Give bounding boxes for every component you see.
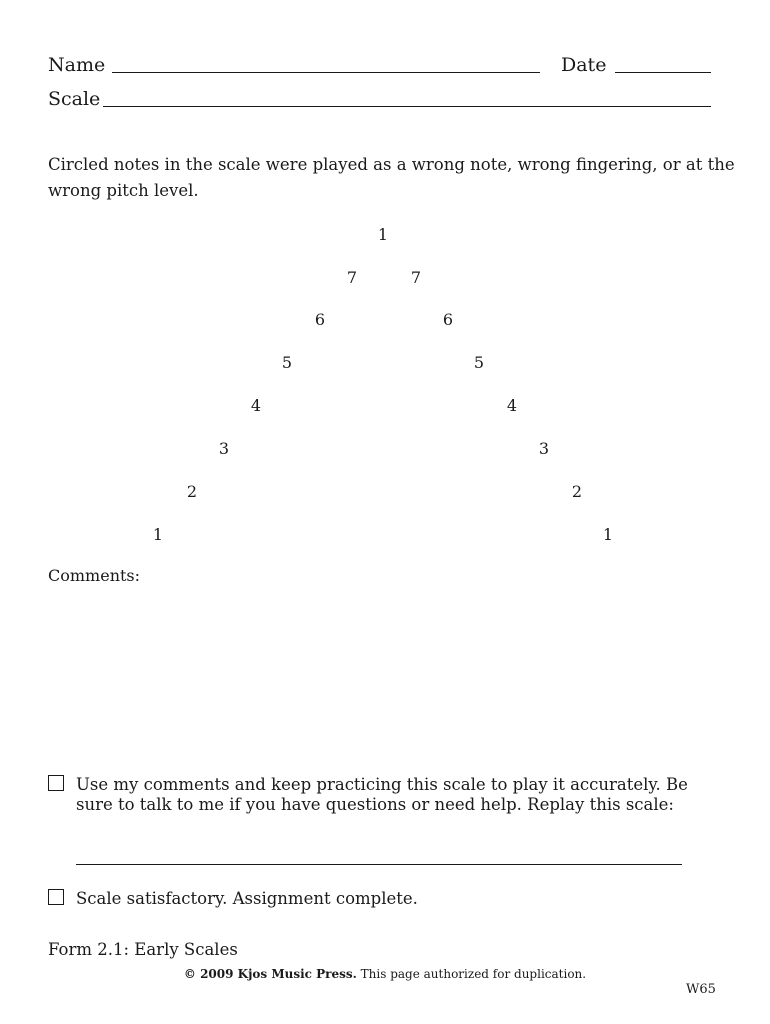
keep-practicing-text-line-2: sure to talk to me if you have questions or need help. Replay this scale: [76, 795, 674, 814]
copyright-publisher: © 2009 Kjos Music Press. [183, 967, 357, 981]
name-label: Name [48, 54, 106, 76]
scale-label: Scale [48, 88, 101, 110]
scale-field[interactable] [103, 106, 711, 107]
descending-note-6: 6 [442, 310, 454, 329]
date-field[interactable] [615, 72, 711, 73]
keep-practicing-checkbox[interactable] [48, 775, 64, 791]
date-label: Date [561, 54, 607, 76]
comments-label: Comments: [48, 566, 141, 585]
scale-satisfactory-checkbox[interactable] [48, 889, 64, 905]
scale-note-top: 1 [377, 225, 389, 244]
form-title: Form 2.1: Early Scales [48, 940, 238, 959]
descending-note-4: 4 [506, 396, 518, 415]
instructions-text: Circled notes in the scale were played as a wrong note, wrong fingering, or at the wrong pitch level. [48, 155, 735, 200]
descending-note-2: 2 [571, 482, 583, 501]
comments-area[interactable] [48, 592, 722, 762]
name-field[interactable] [112, 72, 540, 73]
descending-note-7: 7 [410, 268, 422, 287]
descending-note-5: 5 [473, 353, 485, 372]
descending-note-3: 3 [538, 439, 550, 458]
descending-note-1: 1 [602, 525, 614, 544]
ascending-note-2: 2 [186, 482, 198, 501]
ascending-note-1: 1 [152, 525, 164, 544]
ascending-note-3: 3 [218, 439, 230, 458]
ascending-note-4: 4 [250, 396, 262, 415]
copyright-permission: This page authorized for duplication. [360, 967, 587, 981]
ascending-note-7: 7 [346, 268, 358, 287]
scale-satisfactory-text: Scale satisfactory. Assignment complete. [76, 889, 418, 908]
replay-scale-field[interactable] [76, 864, 682, 865]
page-code: W65 [686, 982, 716, 997]
copyright-notice [0, 966, 770, 982]
keep-practicing-text-line-1: Use my comments and keep practicing this scale to play it accurately. Be [76, 775, 688, 794]
ascending-note-6: 6 [314, 310, 326, 329]
ascending-note-5: 5 [281, 353, 293, 372]
